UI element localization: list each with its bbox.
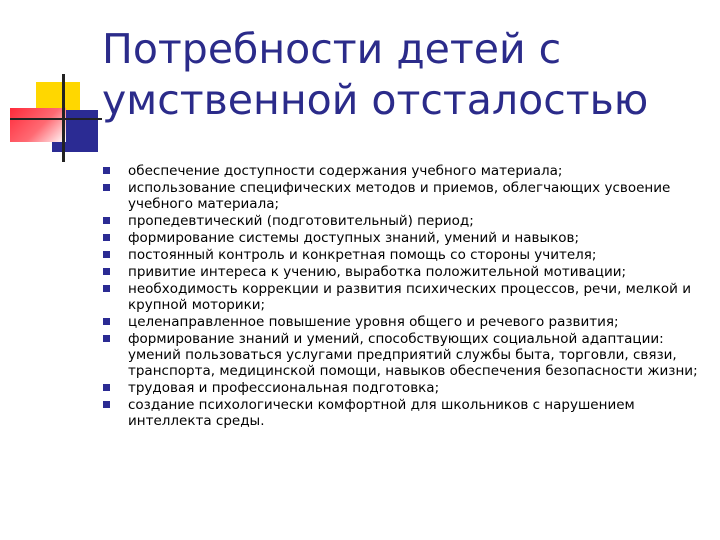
decorative-horizontal-line xyxy=(10,118,102,120)
slide-title xyxy=(102,24,702,126)
bullet-item xyxy=(103,213,698,229)
bullet-text: пропедевтический (подготовительный) период; xyxy=(128,213,474,229)
bullet-item xyxy=(103,397,698,429)
bullet-list xyxy=(103,163,698,430)
bullet-text: целенаправленное повышение уровня общего и речевого развития; xyxy=(128,314,619,330)
square-bullet-icon xyxy=(103,384,110,391)
bullet-text: создание психологически комфортной для школьников с нарушением интеллекта среды. xyxy=(128,397,635,429)
bullet-text: обеспечение доступности содержания учебного материала; xyxy=(128,163,563,179)
square-bullet-icon xyxy=(103,335,110,342)
square-bullet-icon xyxy=(103,318,110,325)
bullet-text: постоянный контроль и конкретная помощь со стороны учителя; xyxy=(128,247,597,263)
bullet-item xyxy=(103,281,698,313)
bullet-text: трудовая и профессиональная подготовка; xyxy=(128,380,440,396)
bullet-item xyxy=(103,380,698,396)
title-line-2: умственной отсталостью xyxy=(102,76,649,124)
square-bullet-icon xyxy=(103,217,110,224)
square-bullet-icon xyxy=(103,167,110,174)
square-bullet-icon xyxy=(103,401,110,408)
square-bullet-icon xyxy=(103,234,110,241)
bullet-item xyxy=(103,331,698,379)
square-bullet-icon xyxy=(103,251,110,258)
bullet-item xyxy=(103,247,698,263)
bullet-text: использование специфических методов и приемов, облегчающих усвоение учебного материала; xyxy=(128,180,671,212)
bullet-text: привитие интереса к учению, выработка положительной мотивации; xyxy=(128,264,627,280)
square-bullet-icon xyxy=(103,285,110,292)
bullet-text: формирование знаний и умений, способствующих социальной адаптации: умений пользоваться услугами предприятий службы быта, торговли, связи, транспорта, медицинской помощи, навыков обеспечения безопасности жизни; xyxy=(128,331,698,379)
decorative-red-square xyxy=(10,108,66,142)
square-bullet-icon xyxy=(103,268,110,275)
bullet-item xyxy=(103,230,698,246)
bullet-item xyxy=(103,264,698,280)
title-line-1: Потребности детей с xyxy=(102,25,562,73)
bullet-item xyxy=(103,163,698,179)
bullet-text: формирование системы доступных знаний, умений и навыков; xyxy=(128,230,580,246)
bullet-text: необходимость коррекции и развития психических процессов, речи, мелкой и крупной моторики; xyxy=(128,281,692,313)
bullet-item xyxy=(103,314,698,330)
bullet-item xyxy=(103,180,698,212)
square-bullet-icon xyxy=(103,184,110,191)
